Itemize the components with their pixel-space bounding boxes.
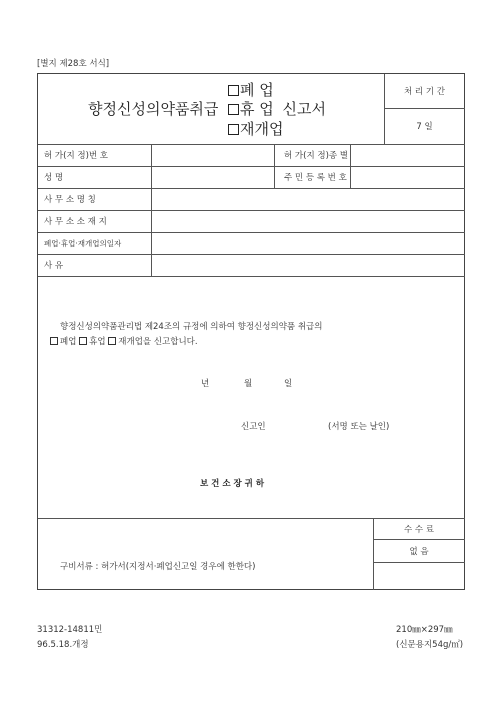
name-label: 성 명 <box>44 173 64 183</box>
checkbox-resumption[interactable] <box>228 124 239 135</box>
signature-note: (서명 또는 날인) <box>328 422 390 432</box>
option-closure[interactable]: 폐 업 <box>228 79 274 100</box>
fee-label: 수 수 료 <box>403 524 435 535</box>
paper-type: (신문용지54g/㎡) <box>396 640 464 650</box>
checkbox-suspension-statement[interactable] <box>79 337 87 345</box>
checkbox-closure-statement[interactable] <box>50 337 58 345</box>
name-field[interactable] <box>156 166 270 188</box>
office-name-field[interactable] <box>156 188 462 210</box>
reason-label: 사 유 <box>44 261 64 271</box>
form-title-suffix: 신고서 <box>282 100 327 118</box>
date-month: 월 <box>244 379 253 389</box>
permit-type-field[interactable] <box>354 144 462 166</box>
closure-dates-field[interactable] <box>156 232 462 254</box>
resident-number-field[interactable] <box>354 166 462 188</box>
processing-period-value: 7 일 <box>416 122 433 132</box>
report-form <box>37 73 465 590</box>
paper-size: 210㎜×297㎜ <box>396 625 453 635</box>
option-resumption[interactable]: 재개업 <box>228 118 283 139</box>
statement-line1: 향정신성의약품관리법 제24조의 규정에 의하여 향정신성의약품 취급의 <box>60 322 323 332</box>
office-address-field[interactable] <box>156 210 462 232</box>
checkbox-closure[interactable] <box>228 85 239 96</box>
addressee: 보 건 소 장 귀 하 <box>200 479 265 489</box>
permit-number-field[interactable] <box>156 144 270 166</box>
closure-dates-label: 폐업·휴업·재개업의일자 <box>44 238 122 248</box>
option-suspension[interactable]: 휴 업 신고서 <box>228 98 326 119</box>
checkbox-suspension[interactable] <box>228 104 239 115</box>
reporter-label: 신고인 <box>241 422 266 432</box>
form-code: 31312-14811민 <box>37 625 103 635</box>
date-year: 년 <box>201 379 210 389</box>
statement-line2: 폐업 휴업 재개업을 신고합니다. <box>50 335 198 347</box>
processing-period-label: 처 리 기 간 <box>404 87 445 97</box>
permit-type-label: 허 가(지 정)종 별 <box>284 151 349 161</box>
revision-date: 96.5.18.개정 <box>37 640 89 650</box>
required-documents: 구비서류 : 허가서(지정서·폐업신고일 경우에 한한다) <box>60 562 256 572</box>
form-title-main: 향정신성의약품취급 <box>88 100 219 118</box>
office-address-label: 사 무 소 소 재 지 <box>44 217 107 227</box>
date-day: 일 <box>284 379 293 389</box>
permit-number-label: 허 가(지 정)번 호 <box>44 151 109 161</box>
checkbox-resumption-statement[interactable] <box>108 337 116 345</box>
office-name-label: 사 무 소 명 칭 <box>44 195 96 205</box>
reason-field[interactable] <box>156 254 462 276</box>
fee-value: 없 음 <box>409 546 429 557</box>
resident-number-label: 주 민 등 록 번 호 <box>284 173 347 183</box>
form-number-label: [별지 제28호 서식] <box>37 59 110 69</box>
